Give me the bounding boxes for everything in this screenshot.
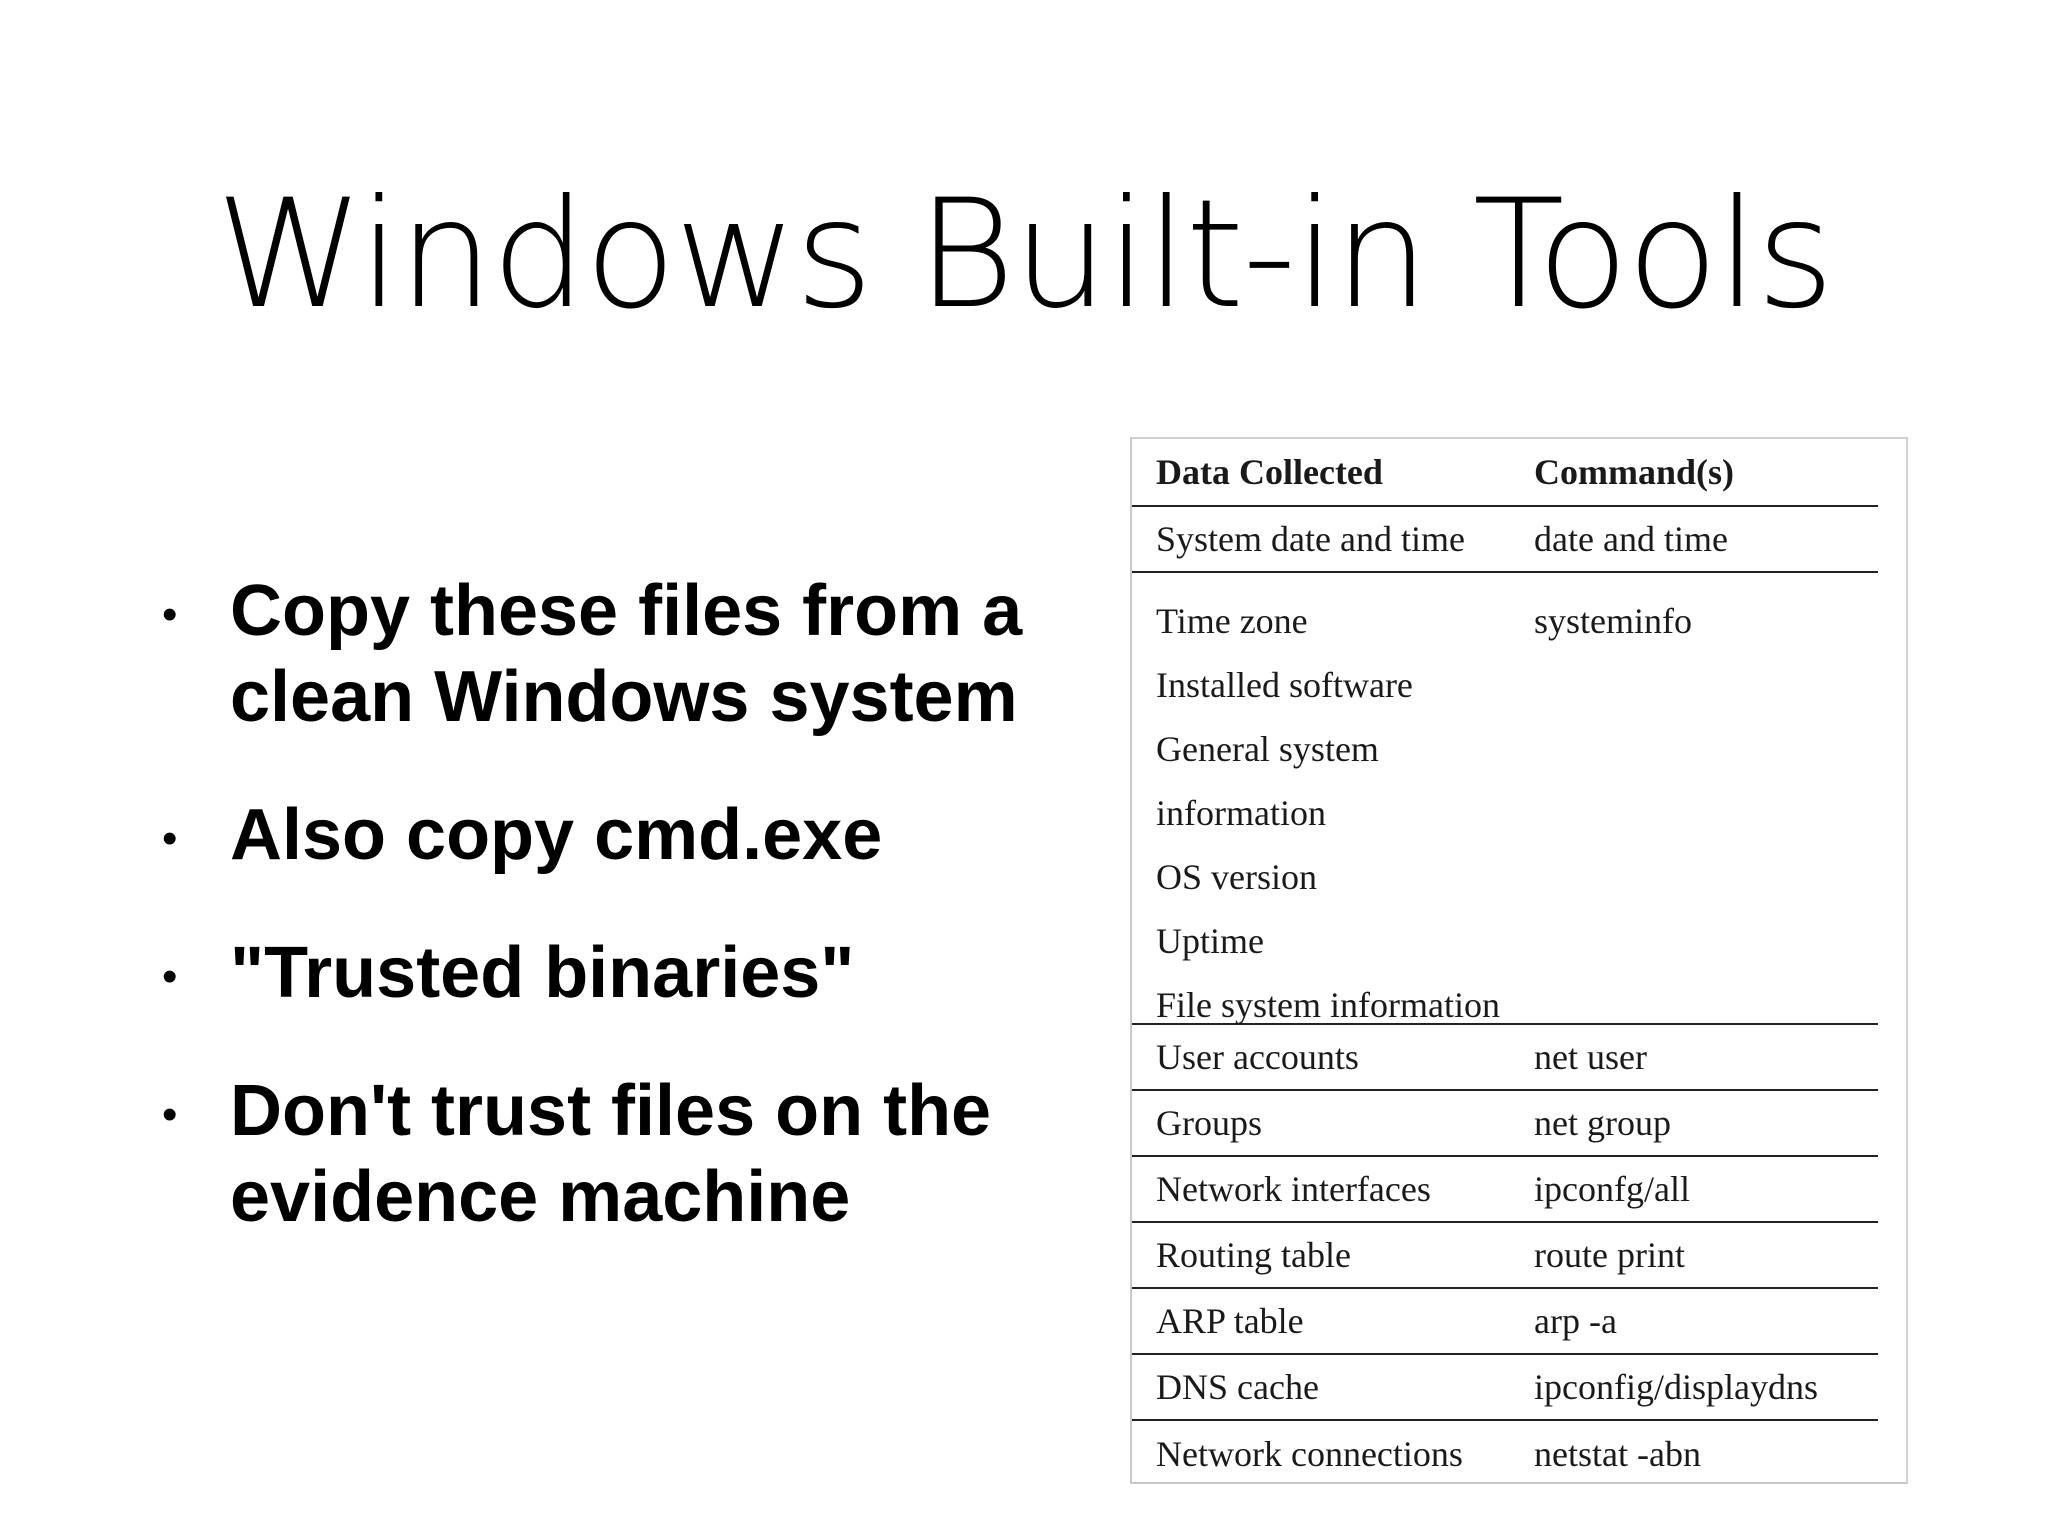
- slide-title: Windows Built-in Tools: [215, 168, 1833, 342]
- table-row: [1132, 507, 1878, 573]
- bullet-item: [148, 792, 1068, 878]
- bullet-list: [148, 568, 1068, 1292]
- cell-line: File system information: [1156, 985, 1500, 1025]
- cell-line: Installed software: [1156, 665, 1413, 705]
- cell-data-collected: Network interfaces: [1156, 1169, 1431, 1209]
- cell-command: ipconfig/displaydns: [1534, 1367, 1818, 1407]
- header-data-collected: Data Collected: [1156, 452, 1383, 492]
- cell-data-collected: System date and time: [1156, 519, 1465, 559]
- cell-data-collected: Network connections: [1156, 1434, 1463, 1474]
- cell-data-collected: ARP table: [1156, 1301, 1304, 1341]
- cell-command: netstat -abn: [1534, 1434, 1701, 1474]
- table-row: [1132, 573, 1878, 1025]
- cell-line: information: [1156, 793, 1326, 833]
- commands-table: [1130, 437, 1908, 1484]
- bullet-dot-icon: •: [162, 590, 178, 639]
- bullet-text: "Trusted binaries": [230, 933, 855, 1013]
- cell-line: Time zone: [1156, 601, 1308, 641]
- cell-line: Uptime: [1156, 921, 1264, 961]
- table-row: [1132, 1421, 1878, 1487]
- bullet-dot-icon: •: [162, 814, 178, 863]
- cell-line: systeminfo: [1534, 601, 1692, 641]
- cell-data-collected: Groups: [1156, 1103, 1262, 1143]
- cell-command: date and time: [1534, 519, 1728, 559]
- bullet-dot-icon: •: [162, 952, 178, 1001]
- cell-command: net group: [1534, 1103, 1671, 1143]
- bullet-item: [148, 1068, 1068, 1240]
- table-row: [1132, 1289, 1878, 1355]
- cell-data-collected: Routing table: [1156, 1235, 1351, 1275]
- table-row: [1132, 1157, 1878, 1223]
- cell-data-collected: User accounts: [1156, 1037, 1359, 1077]
- bullet-item: [148, 930, 1068, 1016]
- table-row: [1132, 1223, 1878, 1289]
- bullet-item: [148, 568, 1068, 740]
- bullet-dot-icon: •: [162, 1090, 178, 1139]
- cell-line: OS version: [1156, 857, 1317, 897]
- cell-data-collected-multi: [1132, 589, 1534, 1037]
- bullet-text: Don't trust files on the evidence machine: [230, 1071, 992, 1237]
- table-row: [1132, 1355, 1878, 1421]
- table-header-row: [1132, 439, 1878, 507]
- cell-data-collected: DNS cache: [1156, 1367, 1319, 1407]
- cell-command: ipconfg/all: [1534, 1169, 1690, 1209]
- cell-command: route print: [1534, 1235, 1685, 1275]
- cell-line: General system: [1156, 729, 1379, 769]
- table-row: [1132, 1091, 1878, 1157]
- cell-command: [1534, 589, 1878, 653]
- bullet-text: Copy these files from a clean Windows system: [230, 571, 1023, 737]
- cell-command: net user: [1534, 1037, 1647, 1077]
- bullet-text: Also copy cmd.exe: [230, 795, 883, 875]
- header-commands: Command(s): [1534, 452, 1735, 492]
- cell-command: arp -a: [1534, 1301, 1617, 1341]
